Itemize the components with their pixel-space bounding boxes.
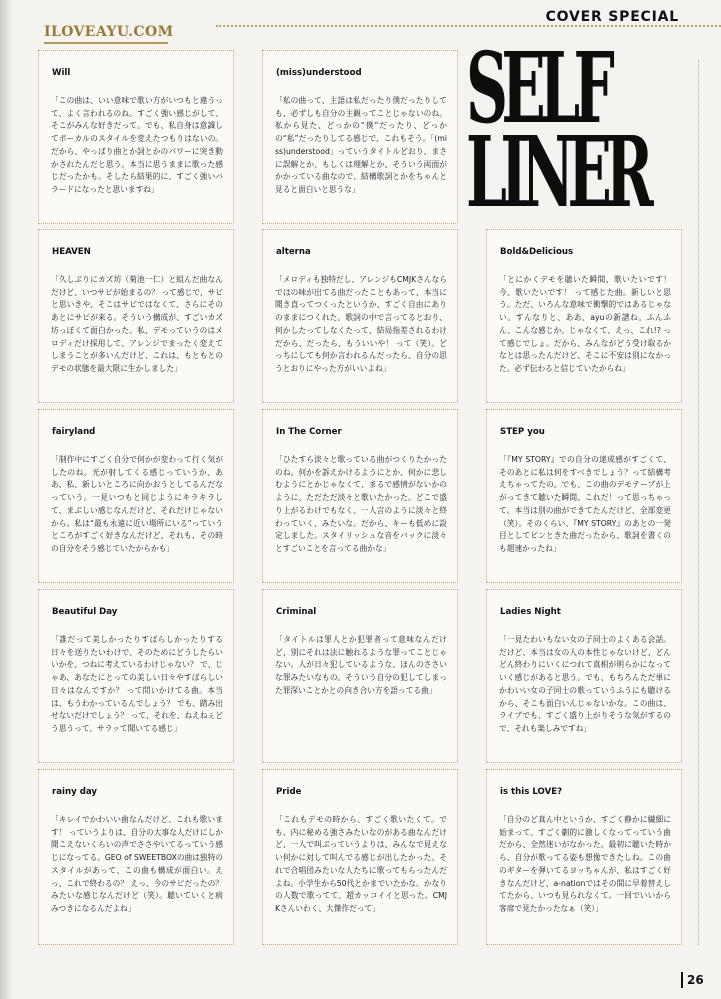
song-comment: 「これもデモの時から、すごく歌いたくて。でも、内に秘める強さみたいなのがある曲なんだけど、一人で叫ぶっていうよりは、みんなで見えない何かに対して叫んでる感じが出したかった。それで合唱団みたいな人たちに歌ってもらったんだよね。小学生から50代とかまでいたかな。かなりの人数で歌ってて、超カッコイイと思った。CMJKさんいわく、大傑作だって」 <box>275 815 447 913</box>
song-card <box>262 229 458 403</box>
song-title: Ladies Night <box>500 607 561 617</box>
song-title: Will <box>52 68 71 78</box>
song-title: is this LOVE? <box>500 787 563 797</box>
song-title: HEAVEN <box>52 247 91 257</box>
song-title: Bold&Delicious <box>500 247 574 257</box>
song-title: fairyland <box>52 427 96 437</box>
header-dotted-rule <box>216 25 721 27</box>
song-card <box>262 769 458 945</box>
song-comment: 「久しぶりにカズ坊（菊池一仁）と組んだ曲なんだけど、いつサビが始まるの？ って感じで、サビと思いきや、そこはサビではなくて、さらにそのあとにサビが来る。そういう構成が、すごいカズ坊っぽくて面白かった。私、デモっていうのはメロディだけ採用して、アレンジでまったく変えてしまうことが多いんだけど、これは、もともとのデモの状態を最大限に生かしました」 <box>51 275 223 373</box>
site-underline <box>44 42 168 44</box>
song-card <box>262 409 458 583</box>
song-card <box>38 769 234 945</box>
song-title: STEP you <box>500 427 545 437</box>
song-comment: 「私の曲って、主語は私だったり僕だったりしても、必ずしも自分の主観ってことじゃないのね。私から見た、どっかの“僕”だったり、どっかの“私”だったりしてる感じで、これもそう。「(miss)understood」っていうタイトルどおり、まさに誤解とか、もしくは理解とか、そういう両面がかかっている曲なので、結構歌詞とかをちゃんと見ると面白いと思うな」 <box>275 96 447 194</box>
song-comment: 「制作中にすごく自分で何かが変わって行く気がしたのね。光が射してくる感じっていうか、ああ、私、新しいところに向かおうとしてるんだなっていう。一見いつもと同じようにキラキラして、まぶしい感じなんだけど、それだけじゃないから。私は“最も永遠に近い場所にいる”っていうところがすごく好きなんだけど、それも、その時の自分をそう感じていたからかも」 <box>51 455 223 553</box>
song-title: alterna <box>276 247 311 257</box>
song-card <box>38 589 234 763</box>
page-number: 26 <box>681 972 704 988</box>
song-title: rainy day <box>52 787 97 797</box>
song-comment: 「メロディも独特だし、アレンジもCMJKさんならではの味が出てる曲だったこともあって、本当に聞き直ってつくったというか、すごく自由にありのままにつくれた。歌詞の中で言ってるとおり、何かしたってしなくたって、結局指差されるわけだから、だったら、もういいや！ って（笑）。どっちにしても何か言われるんだったら、自分の思うとおりにやった方がいいよね」 <box>275 275 447 373</box>
song-card <box>486 409 682 583</box>
song-card <box>38 409 234 583</box>
song-comment: 「ひたすら淡々と歌っている曲がつくりたかったのね。何かを訴えかけるようにとか、何かに悲しむようにとかじゃなくて、まるで感情がないかのように、ただただ淡々と歌いたかった。どこで盛り上がるわけでもなく、一人言のように淡々と終わっていく、みたいな。だから、キーも低めに設定しました。スタイリッシュな音をバックに淡々とすごいことを言ってる曲かな」 <box>275 455 447 553</box>
section-label: COVER SPECIAL <box>545 9 679 25</box>
song-comment: 「誰だって美しかったりすばらしかったりする日々を送りたいわけで、そのためにどうしたらいいかを、つねに考えているわけじゃない？ で、じゃあ、あなたにとっての美しい日々やすばらしい日々はなんですか？ って問いかけてる曲。本当は、もうわかっているんでしょう？ でも、踏み出せないだけでしょう？ って、それを、ねえねぇどう思うって、サラッて聞いてる感じ」 <box>51 635 223 733</box>
song-title: In The Corner <box>276 427 342 437</box>
song-comment: 「とにかくデモを聴いた瞬間、歌いたいです！ 今、歌いたいです！ って感じた曲。新しいと思う。ただ、いろんな意味で衝撃的ではあるじゃない。すんなりと、ああ、ayuの新譜ね。ふんふん、こんな感じか。じゃなくて、えっ、これ!? って感じでしょ。だから、みんながどう受け取るかなとは思ったんだけど、そこに不安は別になかった。必ず伝わると信じていたからね」 <box>499 275 671 373</box>
site-logo: ILOVEAYU.COM <box>44 24 174 40</box>
song-comment: 「この曲は、いい意味で歌い方がいつもと違うって、よく言われるのね。すごく強い感じがして、そこがみんな好きだって。でも、私自身は意識してボーカルのスタイルを変えたつもりはないの。だから、やっぱり曲とか詞とかのパワーに突き動かされたんだと思う。本当に思うままに歌った感じだったかも。そしたら結果的に、すごく強いバラードになったと思いますね」 <box>51 96 223 194</box>
song-title: Pride <box>276 787 302 797</box>
song-card <box>486 589 682 763</box>
song-title: Beautiful Day <box>52 607 118 617</box>
song-card <box>486 229 682 403</box>
song-comment: 「自分のど真ん中というか、すごく静かに繊細に始まって、すごく劇的に激しくなってっていう曲だから、全然迷いがなかった。最初に聴いた時から、自分が歌ってる姿も想像できたしね。この曲のギターを弾いてるヨッちゃんが、私はすごく好きなんだけど、a-nationではその間に早着替えしてたから、いつも見られなくて。一回でいいから客席で見たかったなぁ（笑）」 <box>499 815 671 913</box>
song-card <box>38 229 234 403</box>
feature-title-line: LINER <box>466 115 648 229</box>
song-comment: 「一見たわいもない女の子同士のよくある会話。だけど、本当は女の人の本性じゃないけど、どんどん終わりにいくにつれて真相が明らかになっていく感じがあると思う。でも、もちろんただ単にかわいい女の子同士の歌っていうふうにも聴けるから、そこも面白いんじゃないかな。この曲は、ライブでも、すごく盛り上がりそうな気がするので、それも楽しみですね」 <box>499 635 671 733</box>
song-comment: 「キレイでかわいい曲なんだけど、これも歌います！ っていうよりは、自分の大事な人だけにしか聞こえないくらいの声でささやいてるっていう感じになってる。GEO of SWEETBOXの曲は独特のスタイルがあって、この曲も構成が面白い。えっ、これで終わるの？ えっ、今のサビだったの？ みたいな感じなんだけど（笑）。聴いていくと病みつきになるんだよね」 <box>51 815 223 913</box>
song-title: Criminal <box>276 607 317 617</box>
song-title: (miss)understood <box>276 68 362 78</box>
song-card <box>486 769 682 945</box>
song-comment: 「タイトルは罪人とか犯罪者って意味なんだけど、別にそれは法に触れるような罪ってことじゃない。人が日々犯しているような、ほんのささいな罪みたいなもの。そういう自分の犯してしまった罪深いことかとの向き合い方を語ってる曲」 <box>275 635 447 695</box>
song-card <box>262 589 458 763</box>
page-binding-shadow <box>0 0 14 999</box>
margin-dotted-rule <box>698 60 699 945</box>
song-comment: 「『MY STORY』での自分の達成感がすごくて、そのあとに私は何をすべきでしょう？って結構考えちゃってたの。でも、この曲のデモテープが上がってきて聴いた瞬間、これだ！って思っちゃって。本当は別の曲ができてたんだけど、全部変更（笑）。そのくらい、『MY STORY』のあとの一発目としてピンときた曲だったから、歌詞を書くのも超速かったね」 <box>499 455 671 553</box>
song-card <box>262 50 458 224</box>
feature-title-line: SELF <box>466 31 609 145</box>
feature-title <box>466 31 648 229</box>
song-card <box>38 50 234 224</box>
